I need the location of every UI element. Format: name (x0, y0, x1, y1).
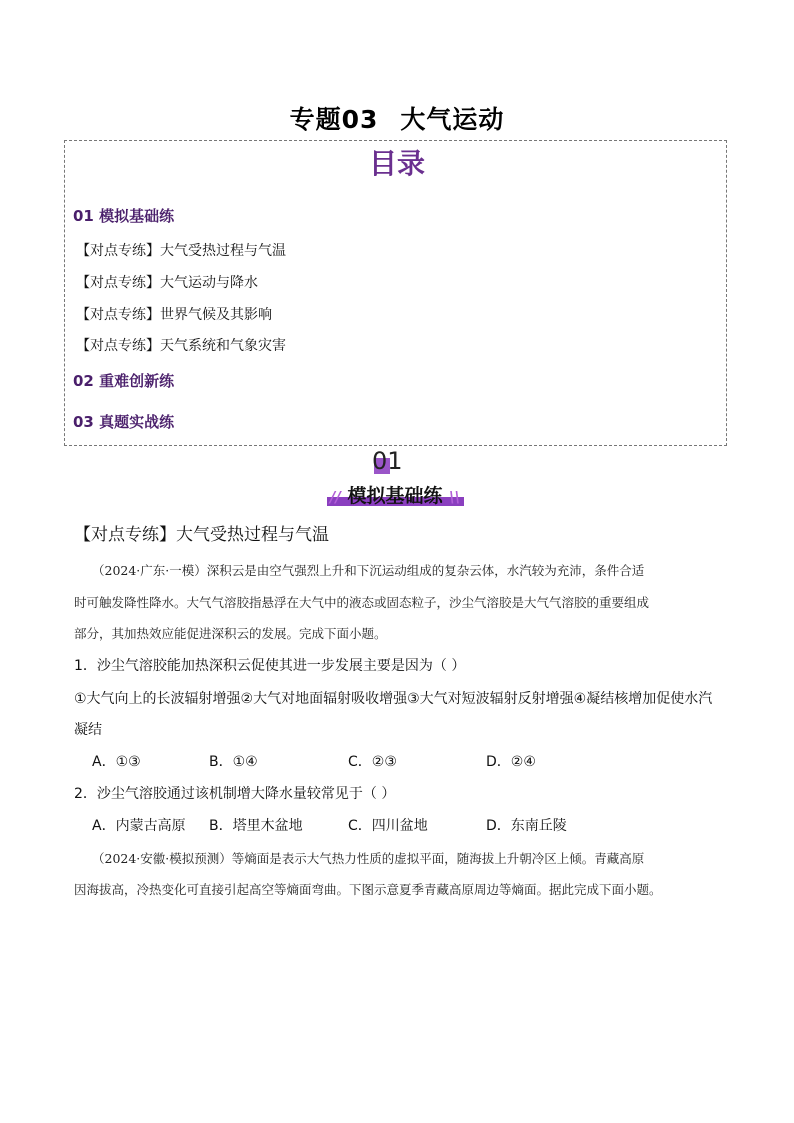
q1-option-d[interactable]: D．②④ (486, 754, 536, 770)
q2-option-b[interactable]: B．塔里木盆地 (209, 818, 303, 834)
q1-option-b[interactable]: B．①④ (209, 754, 258, 770)
toc-heading: 目录 (368, 147, 425, 180)
title-part2: 大气运动 (400, 105, 505, 134)
passage2-line2: 因海拔高，冷热变化可直接引起高空等熵面弯曲。下图示意夏季青藏高原周边等熵面。据此完成下面小题。 (74, 882, 662, 897)
q1-option-c[interactable]: C．②③ (348, 754, 397, 770)
title-part1: 专题03 (289, 105, 379, 134)
q2-option-c[interactable]: C．四川盆地 (348, 818, 428, 834)
question-1-stem: 1．沙尘气溶胶能加热深积云促使其进一步发展主要是因为（ ） (74, 658, 466, 674)
passage1-line1: （2024·广东·一模）深积云是由空气强烈上升和下沉运动组成的复杂云体，水汽较为充沛，条件合适 (92, 563, 645, 578)
passage1-line2: 时可触发降性降水。大气气溶胶指悬浮在大气中的液态或固态粒子，沙尘气溶胶是大气气溶胶的重要组成 (74, 595, 650, 610)
question-2-stem: 2．沙尘气溶胶通过该机制增大降水量较常见于（ ） (74, 786, 396, 802)
toc-section-1[interactable]: 01 模拟基础练 (73, 207, 175, 225)
q1-option-a[interactable]: A．①③ (92, 754, 141, 770)
q2-option-a[interactable]: A．内蒙古高原 (92, 818, 186, 834)
toc-section-2[interactable]: 02 重难创新练 (73, 372, 175, 390)
slash-left: // (329, 488, 341, 506)
passage2-line1: （2024·安徽·模拟预测）等熵面是表示大气热力性质的虚拟平面，随海拔上升朝冷区上倾。青藏高原 (92, 851, 645, 866)
q2-option-d[interactable]: D．东南丘陵 (486, 818, 567, 834)
section-banner (320, 481, 470, 508)
toc-item-4[interactable]: 【对点专练】天气系统和气象灾害 (76, 338, 286, 354)
document-title (0, 100, 794, 136)
question-1-choices-line2: 凝结 (74, 722, 102, 738)
section-number: 01 (372, 447, 403, 475)
toc-item-3[interactable]: 【对点专练】世界气候及其影响 (76, 307, 272, 323)
toc-box (64, 140, 727, 446)
toc-item-2[interactable]: 【对点专练】大气运动与降水 (76, 275, 258, 291)
slash-right: \\ (449, 488, 461, 506)
toc-section-3[interactable]: 03 真题实战练 (73, 413, 175, 431)
toc-item-1[interactable]: 【对点专练】大气受热过程与气温 (76, 243, 286, 259)
sub-heading: 【对点专练】大气受热过程与气温 (74, 525, 329, 545)
passage1-line3: 部分，其加热效应能促进深积云的发展。完成下面小题。 (74, 626, 387, 641)
section-banner-label: 模拟基础练 (347, 485, 443, 507)
question-1-choices-line1: ①大气向上的长波辐射增强②大气对地面辐射吸收增强③大气对短波辐射反射增强④凝结核增加促使水汽 (74, 691, 713, 707)
